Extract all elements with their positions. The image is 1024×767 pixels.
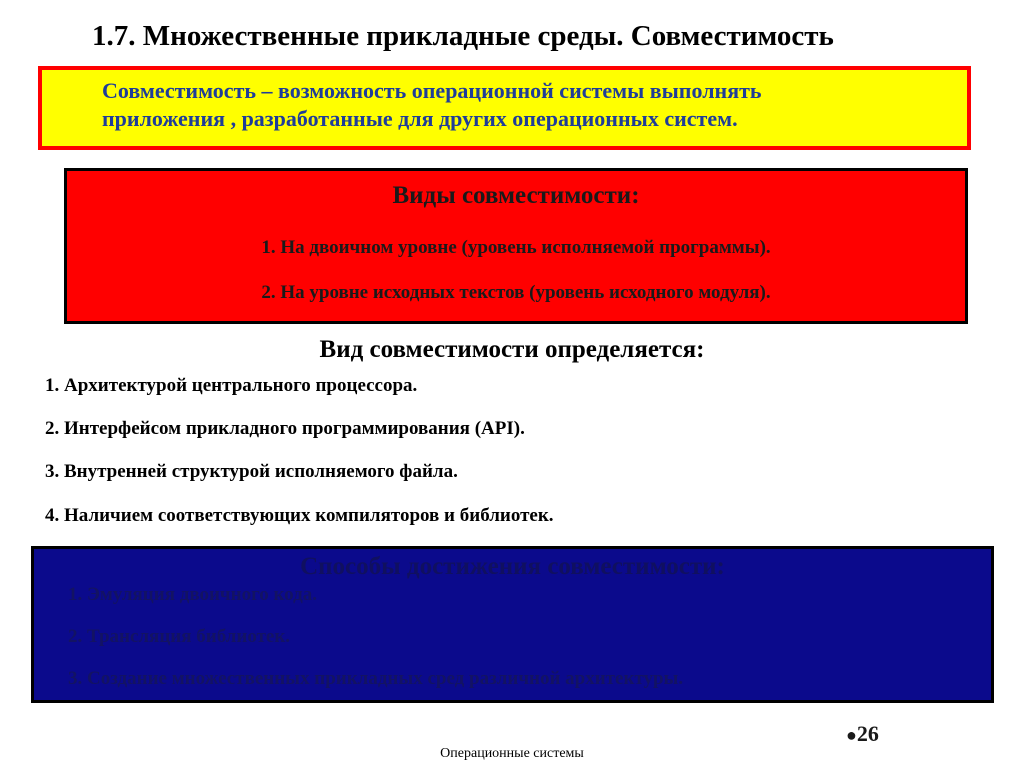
slide-title: 1.7. Множественные прикладные среды. Совместимость xyxy=(92,20,834,52)
compatibility-kind-item: 1. На двоичном уровне (уровень исполняемой программы). xyxy=(261,237,771,258)
footer-text: Операционные системы xyxy=(440,746,584,761)
compatibility-methods-box xyxy=(31,546,994,703)
compatibility-method-item: 2. Трансляция библиотек. xyxy=(68,626,291,647)
compatibility-kinds-heading: Виды совместимости: xyxy=(392,182,640,209)
determining-factor-item: 4. Наличием соответствующих компиляторов и библиотек. xyxy=(45,505,554,526)
compatibility-method-item: 3. Создание множественных прикладных сред различной архитектуры. xyxy=(68,668,684,689)
determining-factor-item: 1. Архитектурой центрального процессора. xyxy=(45,375,418,396)
compatibility-kinds-box xyxy=(64,168,968,324)
definition-box xyxy=(38,66,971,150)
definition-text xyxy=(102,77,762,133)
determining-factor-item: 3. Внутренней структурой исполняемого файла. xyxy=(45,461,458,482)
definition-line-1: Совместимость – возможность операционной системы выполнять xyxy=(102,78,762,103)
page-number-value: 26 xyxy=(856,721,879,746)
bullet-icon: ● xyxy=(846,725,857,745)
determined-by-heading: Вид совместимости определяется: xyxy=(319,336,705,363)
compatibility-method-item: 1. Эмуляция двоичного кода. xyxy=(68,584,317,605)
compatibility-methods-heading: Способы достижения совместимости: xyxy=(300,553,725,580)
compatibility-kind-item: 2. На уровне исходных текстов (уровень исходного модуля). xyxy=(261,282,771,303)
determining-factor-item: 2. Интерфейсом прикладного программирования (API). xyxy=(45,418,525,439)
definition-line-2: приложения , разработанные для других операционных систем. xyxy=(102,106,738,131)
